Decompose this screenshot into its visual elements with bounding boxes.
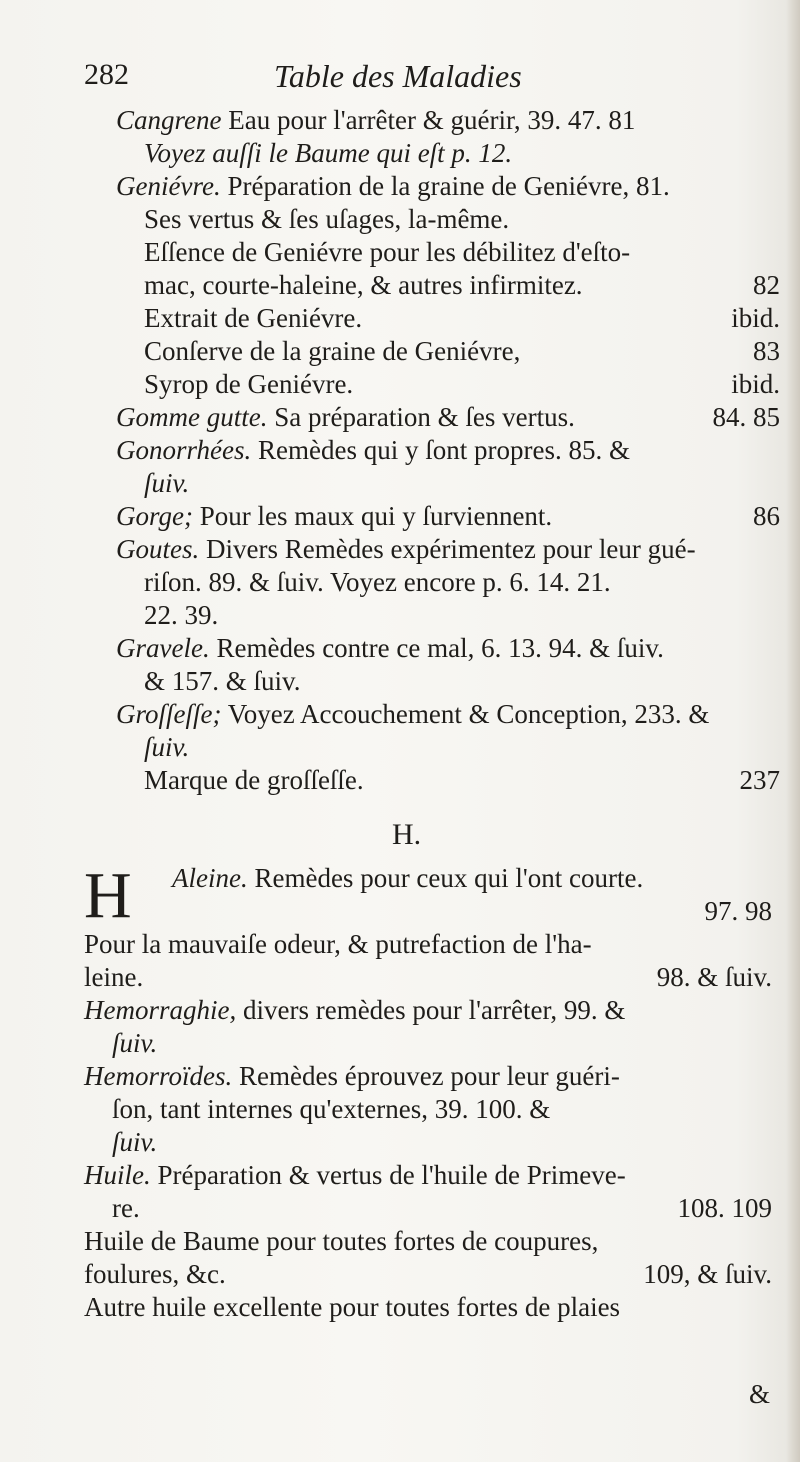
entry-text: ſuiv. <box>144 732 190 762</box>
entry-text: ſon, tant internes qu'externes, 39. 100. & <box>112 1094 551 1124</box>
entry-keyword: Cangrene <box>116 105 222 135</box>
entry-text: Divers Remèdes expérimentez pour leur gué- <box>199 534 696 564</box>
entry-text: Huile de Baume pour toutes fortes de coupures, <box>84 1226 599 1256</box>
entry-keyword: Groſſeſſe; <box>116 699 222 729</box>
entry-text: re. <box>112 1193 140 1223</box>
entry-keyword: Goutes. <box>116 534 200 564</box>
index-line <box>116 434 788 467</box>
index-line <box>116 335 788 368</box>
entry-page-ref: 82 <box>753 270 780 300</box>
index-line <box>116 137 788 170</box>
entry-page-ref: ibid. <box>731 303 780 333</box>
entry-text: ſuiv. <box>144 468 190 498</box>
entry-text: Marque de groſſeſſe. <box>144 765 364 795</box>
entry-text: Conſerve de la graine de Geniévre, <box>144 336 521 366</box>
index-line <box>116 269 788 302</box>
index-line <box>116 236 788 269</box>
index-line <box>84 1291 788 1324</box>
entry-page-ref: 83 <box>753 336 780 366</box>
entry-page-ref: 109, & ſuiv. <box>643 1259 772 1289</box>
entry-text: Pour les maux qui y ſurviennent. <box>192 501 553 531</box>
entry-text: Préparation de la graine de Geniévre, 81. <box>220 171 670 201</box>
index-line <box>84 1027 788 1060</box>
entry-text: mac, courte-haleine, & autres infirmitez. <box>144 270 583 300</box>
entry-text: Remèdes contre ce mal, 6. 13. 94. & ſuiv. <box>209 633 664 663</box>
index-line <box>84 1225 788 1258</box>
index-line <box>84 1192 788 1225</box>
entry-keyword: Huile. <box>84 1160 151 1190</box>
entry-text: ſuiv. <box>112 1127 158 1157</box>
section-heading-h: H. <box>392 818 422 851</box>
index-entries-h <box>84 859 788 1324</box>
entry-page-ref: ibid. <box>731 369 780 399</box>
entry-keyword: Gorge; <box>116 501 193 531</box>
entry-page-ref: 84. 85 <box>712 402 780 432</box>
entry-text: ſuiv. <box>112 1028 158 1058</box>
index-entry <box>116 500 788 533</box>
index-line <box>116 368 788 401</box>
entry-keyword: Gomme gutte. <box>116 402 268 432</box>
index-entry <box>116 104 788 170</box>
index-line <box>116 302 788 335</box>
index-line <box>84 994 788 1027</box>
index-entry <box>116 632 788 698</box>
index-line <box>116 104 788 137</box>
index-entry <box>116 401 788 434</box>
index-line <box>84 1060 788 1093</box>
page-edge-shadow <box>786 0 800 1462</box>
index-entry <box>116 434 788 500</box>
entry-keyword: Aleine. <box>172 863 248 893</box>
index-line <box>84 1258 788 1291</box>
catchword: & <box>748 1379 770 1409</box>
running-title: Table des Maladies <box>274 58 522 94</box>
index-line <box>84 1159 788 1192</box>
entry-text: Remèdes pour ceux qui l'ont courte. <box>247 863 644 893</box>
index-entries-g <box>116 104 788 797</box>
index-entry <box>116 170 788 401</box>
index-line <box>84 1093 788 1126</box>
entry-text: leine. <box>84 962 144 992</box>
entry-text: Extrait de Geniévre. <box>144 303 363 333</box>
entry-keyword: Hemorroïdes. <box>84 1061 233 1091</box>
index-entry <box>116 698 788 797</box>
drop-cap: H <box>84 859 132 932</box>
index-line <box>84 961 788 994</box>
index-entry <box>116 533 788 632</box>
index-line <box>116 632 788 665</box>
index-line <box>116 500 788 533</box>
index-line <box>116 698 788 731</box>
h-entry-lines <box>84 928 788 1324</box>
index-line <box>116 665 788 698</box>
entry-text: Remèdes éprouvez pour leur guéri- <box>232 1061 620 1091</box>
entry-text: Préparation & vertus de l'huile de Primeve- <box>150 1160 626 1190</box>
index-line <box>116 203 788 236</box>
entry-text: divers remèdes pour l'arrêter, 99. & <box>236 995 626 1025</box>
index-entry-page-line <box>84 895 788 928</box>
entry-text: 22. 39. <box>144 600 219 630</box>
entry-keyword: Gonorrhées. <box>116 435 252 465</box>
entry-page-ref: 86 <box>753 501 780 531</box>
index-line <box>116 467 788 500</box>
entry-page-ref: 108. 109 <box>677 1193 772 1223</box>
entry-text: Ses vertus & ſes uſages, la-même. <box>144 204 510 234</box>
index-line <box>116 533 788 566</box>
running-header <box>84 58 764 98</box>
entry-keyword: Geniévre. <box>116 171 221 201</box>
entry-text: Pour la mauvaiſe odeur, & putrefaction de l'ha- <box>84 929 592 959</box>
index-line <box>116 170 788 203</box>
entry-page-ref: 97. 98 <box>704 896 772 926</box>
page-number: 282 <box>84 58 129 91</box>
index-line <box>116 401 788 434</box>
entry-text: riſon. 89. & ſuiv. Voyez encore p. 6. 14. 21. <box>144 567 611 597</box>
index-line <box>116 764 788 797</box>
entry-page-ref: 98. & ſuiv. <box>656 962 772 992</box>
index-line <box>116 731 788 764</box>
entry-text: & 157. & ſuiv. <box>144 666 301 696</box>
entry-keyword: Hemorraghie, <box>84 995 237 1025</box>
entry-text: Eau pour l'arrêter & guérir, 39. 47. 81 <box>221 105 636 135</box>
entry-text: Sa préparation & ſes vertus. <box>267 402 575 432</box>
entry-text: foulures, &c. <box>84 1259 226 1289</box>
entry-text: Autre huile excellente pour toutes fortes de plaies <box>84 1292 621 1322</box>
index-line <box>116 566 788 599</box>
index-entry-first <box>84 862 788 895</box>
entry-text: Voyez auſſi le Baume qui eſt p. 12. <box>144 138 513 168</box>
entry-page-ref: 237 <box>739 765 780 795</box>
index-line <box>84 1126 788 1159</box>
index-line <box>116 599 788 632</box>
entry-text: Eſſence de Geniévre pour les débilitez d'eſto- <box>144 237 631 267</box>
index-line <box>84 928 788 961</box>
entry-text: Remèdes qui y ſont propres. 85. & <box>251 435 630 465</box>
entry-text: Voyez Accouchement & Conception, 233. & <box>221 699 710 729</box>
entry-keyword: Gravele. <box>116 633 210 663</box>
entry-text: Syrop de Geniévre. <box>144 369 354 399</box>
